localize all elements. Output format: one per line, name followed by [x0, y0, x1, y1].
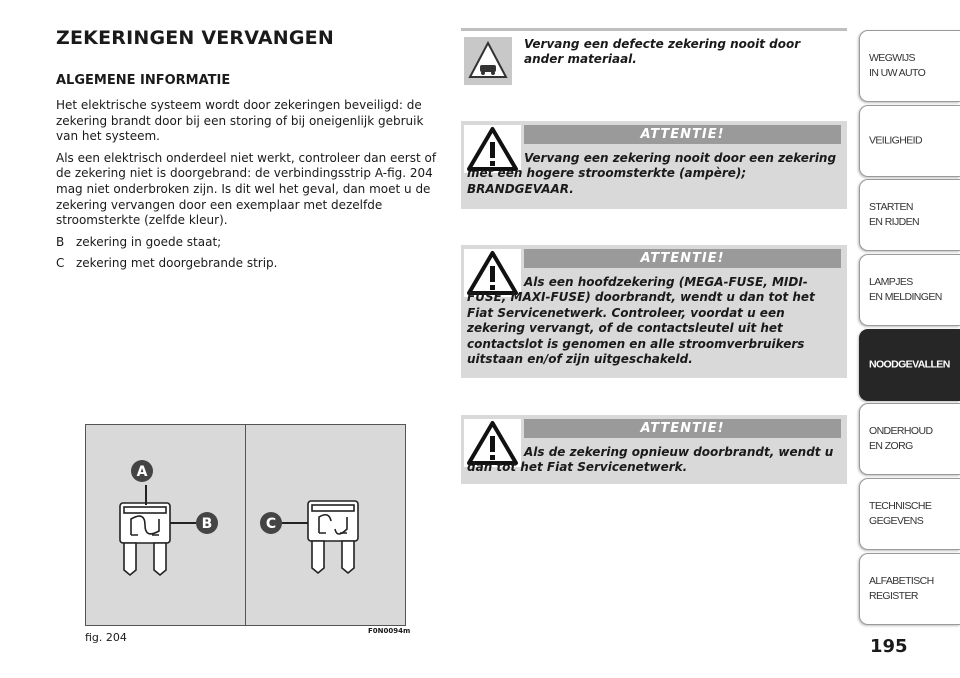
paragraph-2: Als een elektrisch onderdeel niet werkt, controleer dan eerst of de zekering niet is doorgebrand: de verbindingsstrip A-fig. 204 mag niet onderbroken zijn. Is dit wel het geval, dan moet u de zekering vervangen door een exemplaar met dezelfde stroomsterkte (zelfde kleur). — [56, 150, 437, 228]
tab-onderhoud[interactable] — [859, 403, 960, 475]
note-box — [461, 33, 847, 85]
tab-alfabetisch[interactable] — [859, 553, 960, 625]
body-text — [56, 98, 442, 278]
warning-header: ATTENTIE! — [524, 249, 841, 268]
label-b-marker — [196, 512, 218, 534]
tab-wegwijs[interactable] — [859, 30, 960, 102]
label-b: B — [201, 516, 213, 532]
warning-box — [461, 415, 847, 484]
warning-header: ATTENTIE! — [524, 125, 841, 144]
fuse-intact — [120, 503, 170, 575]
note-text: Vervang een defecte zekering nooit door ander materiaal. — [524, 37, 801, 67]
vehicle-note-icon — [464, 37, 512, 85]
figure-divider — [245, 425, 246, 625]
warning-text: Als een hoofdzekering (MEGA-FUSE, MIDI-FUSE, MAXI-FUSE) doorbrandt, wendt u dan tot het Fiat Servicenetwerk. Controleer, voordat u een zekering vervangt, of de contactsleutel uit het contactslot is genomen en alle stroomverbruikers uitstaan en/of zijn uitgeschakeld. — [467, 275, 815, 367]
tab-noodgevallen[interactable] — [859, 329, 960, 401]
tab-label: ONDERHOUD EN ZORG — [869, 425, 933, 452]
tab-starten[interactable] — [859, 179, 960, 251]
tab-label: ALFABETISCH REGISTER — [869, 575, 934, 602]
list-text: zekering met doorgebrande strip. — [76, 256, 278, 271]
warning-text: Vervang een zekering nooit door een zekering met een hogere stroomsterkte (ampère); BRANDGEVAAR. — [467, 151, 837, 196]
list-text: zekering in goede staat; — [76, 234, 222, 249]
tab-label: STARTEN EN RIJDEN — [869, 201, 920, 228]
list-item — [56, 235, 442, 251]
page-number: 195 — [870, 636, 908, 657]
label-c: C — [265, 516, 277, 532]
label-a: A — [136, 464, 148, 480]
figure-code: F0N0094m — [368, 627, 411, 635]
tab-label: LAMPJES EN MELDINGEN — [869, 276, 942, 303]
warning-header: ATTENTIE! — [524, 419, 841, 438]
tab-label: TECHNISCHE GEGEVENS — [869, 500, 932, 527]
label-a-marker — [131, 460, 153, 482]
fuse-figure — [85, 424, 406, 626]
paragraph-1: Het elektrische systeem wordt door zekeringen beveiligd: de zekering brandt door bij een storing of bij oneigenlijk gebruik van het systeem. — [56, 98, 424, 144]
tab-lampjes[interactable] — [859, 254, 960, 326]
top-rule — [461, 28, 847, 31]
page-title: ZEKERINGEN VERVANGEN — [56, 27, 334, 49]
warning-text: Als de zekering opnieuw doorbrandt, wendt u dan tot het Fiat Servicenetwerk. — [467, 445, 834, 475]
tab-label: NOODGEVALLEN — [869, 358, 950, 371]
label-c-marker — [260, 512, 282, 534]
tab-veiligheid[interactable] — [859, 105, 960, 177]
list-letter: B — [56, 234, 65, 249]
tab-label: VEILIGHEID — [869, 134, 922, 147]
tab-technische[interactable] — [859, 478, 960, 550]
warning-box — [461, 121, 847, 209]
section-title: ALGEMENE INFORMATIE — [56, 73, 231, 88]
fuse-blown — [308, 501, 358, 573]
figure-caption: fig. 204 — [85, 631, 127, 644]
warning-box — [461, 245, 847, 378]
list-item — [56, 256, 442, 272]
list-letter: C — [56, 256, 65, 271]
tab-label: WEGWIJS IN UW AUTO — [869, 52, 926, 79]
